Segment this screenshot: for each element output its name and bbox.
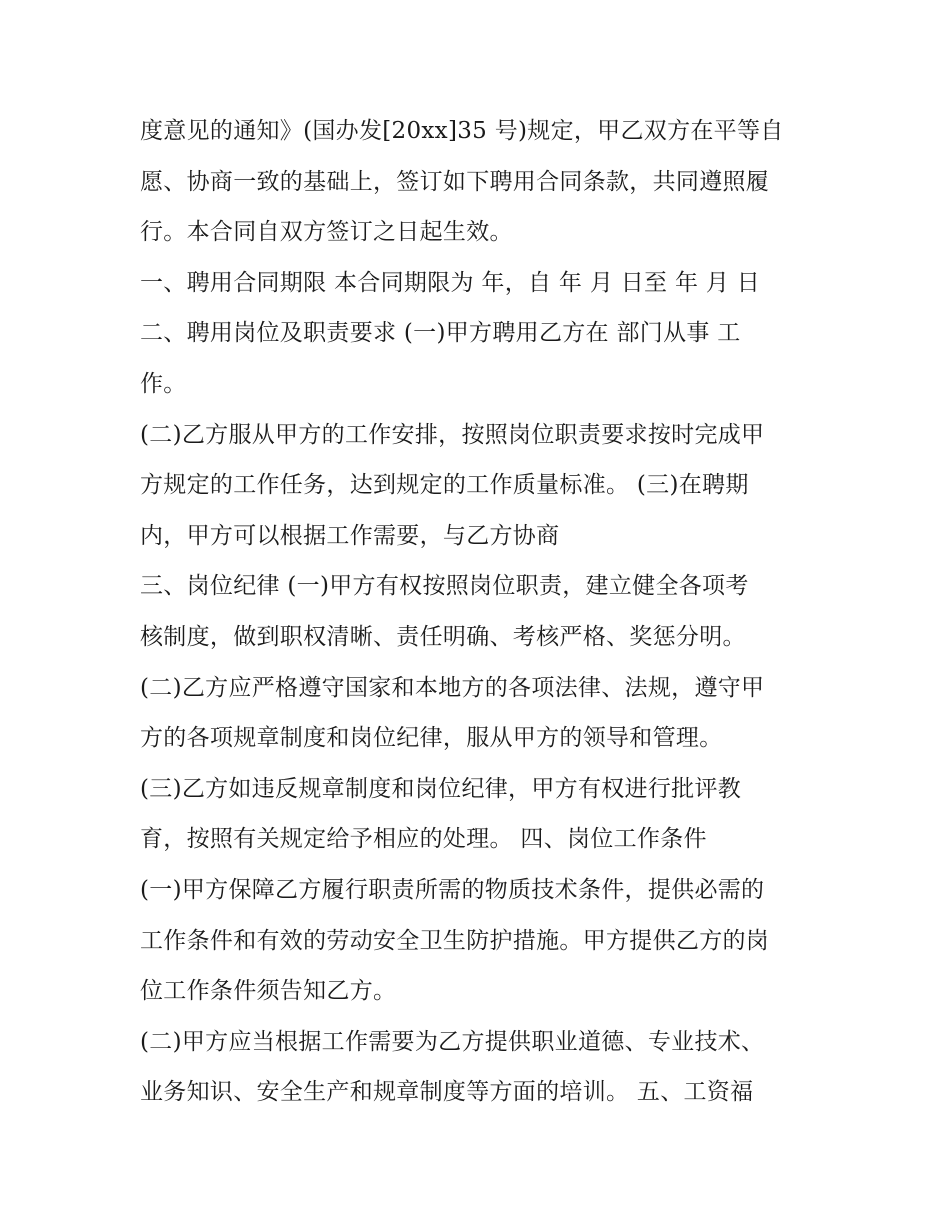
text-line: 方规定的工作任务，达到规定的工作质量标准。 (三)在聘期 [140, 472, 749, 499]
text-line: 愿、协商一致的基础上，签订如下聘用合同条款，共同遵照履 [140, 168, 770, 195]
contract-body-text [140, 106, 830, 1118]
text-line: 二、聘用岗位及职责要求 (一)甲方聘用乙方在 部门从事 工 [140, 320, 741, 347]
text-line: 核制度，做到职权清晰、责任明确、考核严格、奖惩分明。 [140, 623, 746, 650]
text-line: 三、岗位纪律 (一)甲方有权按照岗位职责，建立健全各项考 [140, 573, 749, 600]
text-line: 作。 [140, 370, 187, 397]
text-line: 度意见的通知》(国办发[20xx]35 号)规定，甲乙双方在平等自 [140, 118, 784, 144]
text-line: 行。本合同自双方签订之日起生效。 [140, 219, 513, 246]
text-line: (三)乙方如违反规章制度和岗位纪律，甲方有权进行批评教 [140, 775, 742, 802]
text-line: 位工作条件须告知乙方。 [140, 978, 397, 1005]
text-line: 业务知识、安全生产和规章制度等方面的培训。 五、工资福 [140, 1079, 754, 1106]
text-line: 工作条件和有效的劳动安全卫生防护措施。甲方提供乙方的岗 [140, 927, 770, 954]
text-line: 一、聘用合同期限 本合同期限为 年，自 年 月 日至 年 月 日 [140, 269, 761, 296]
text-line: 方的各项规章制度和岗位纪律，服从甲方的领导和管理。 [140, 725, 723, 752]
text-line: 育，按照有关规定给予相应的处理。 四、岗位工作条件 [140, 826, 707, 853]
text-line: (二)乙方应严格遵守国家和本地方的各项法律、法规，遵守甲 [140, 674, 765, 701]
text-line: (一)甲方保障乙方履行职责所需的物质技术条件，提供必需的 [140, 876, 765, 903]
text-line: (二)乙方服从甲方的工作安排，按照岗位职责要求按时完成甲 [140, 421, 765, 448]
text-line: (二)甲方应当根据工作需要为乙方提供职业道德、专业技术、 [140, 1028, 765, 1055]
text-line: 内，甲方可以根据工作需要，与乙方协商 [140, 522, 560, 549]
